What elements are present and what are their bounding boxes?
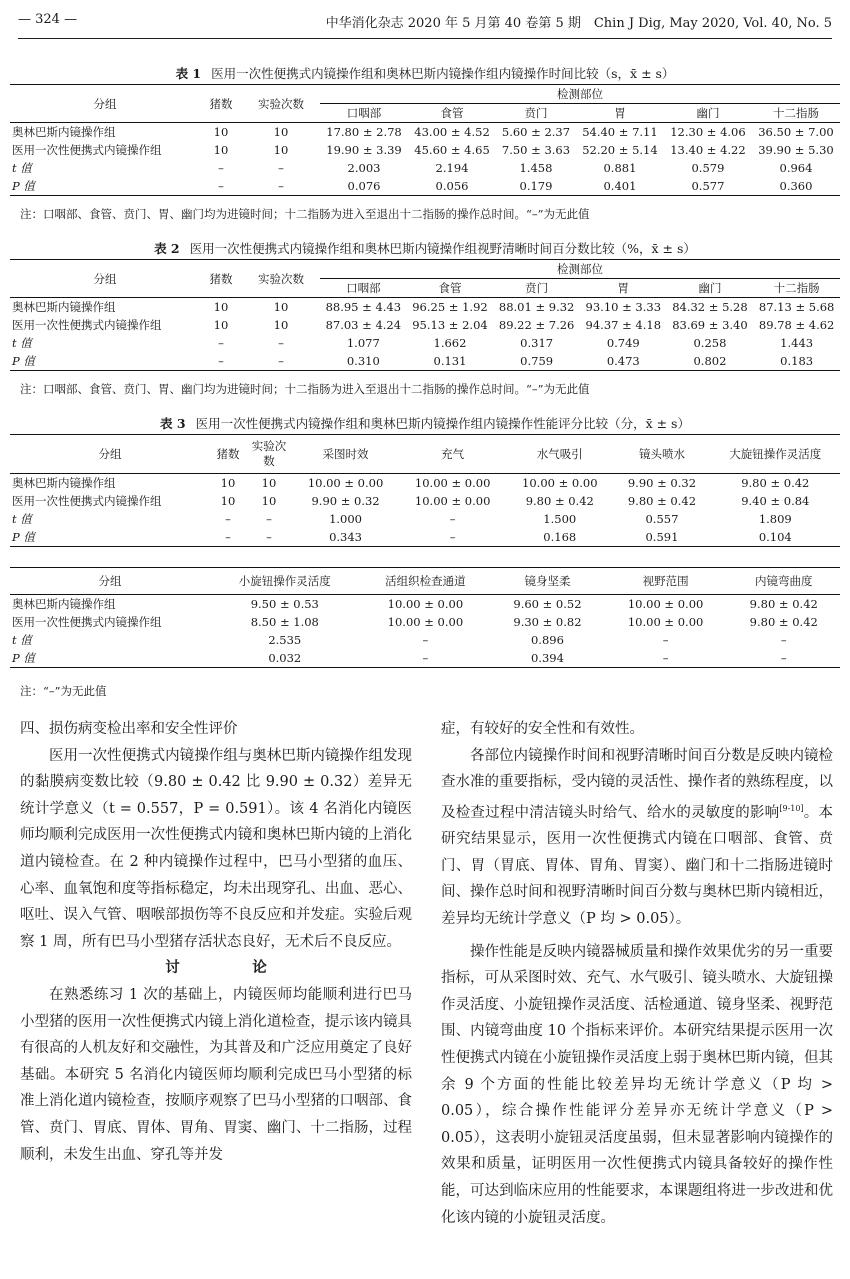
paragraph: 医用一次性便携式内镜操作组与奥林巴斯内镜操作组发现的黏膜病变数比较（9.80 ± 0.42 比 9.90 ± 0.32）差异无统计学意义（t = 0.557，P = 0.591）。该 4 名消化内镜医师均顺利完成医用一次性便携式内镜和奥林巴斯内镜的上消化道内镜检查。在 2 种内镜操作过程中，巴马小型猪的血压、心率、血氧饱和度等指标稳定，均未出现穿孔、出血、恶心、呕吐、误入气管、咽喉部损伤等不良反应和并发症。实验后观察 1 周，所有巴马小型猪存活状态良好，无术后不良反应。 xyxy=(20,747,412,950)
table-cell: 89.78 ± 4.62 xyxy=(758,318,835,332)
table-cell: – xyxy=(246,528,292,547)
table-cell: 食管 xyxy=(440,106,464,120)
table-cell: 2.194 xyxy=(435,161,469,175)
table-row xyxy=(10,141,840,159)
table-cell: 贲门 xyxy=(525,281,549,295)
table-cell: 12.30 ± 4.06 xyxy=(664,123,752,142)
table-cell: t 值 xyxy=(12,161,32,175)
table-cell: 43.00 ± 4.52 xyxy=(408,123,496,142)
table1-caption: 表 1 医用一次性便携式内镜操作组和奥林巴斯内镜操作组内镜操作时间比较（s，x̄ ± s） xyxy=(175,66,675,81)
table-cell: 9.80 ± 0.42 xyxy=(525,494,594,508)
table-row xyxy=(10,492,840,510)
table-cell: t 值 xyxy=(12,336,32,350)
table-cell: 10 xyxy=(242,123,320,142)
table-row xyxy=(10,123,840,142)
left-column xyxy=(20,716,412,1168)
table-cell: 0.183 xyxy=(753,352,840,371)
table-cell: 检测部位 xyxy=(320,85,840,104)
table-cell: 1.000 xyxy=(329,512,363,526)
table-cell: 9.60 ± 0.52 xyxy=(491,595,603,614)
table-cell: 奥林巴斯内镜操作组 xyxy=(10,298,200,317)
table-cell: 1.500 xyxy=(543,512,577,526)
running-header xyxy=(18,12,832,36)
table-cell: – xyxy=(200,352,242,371)
table3-note: 注：“–”为无此值 xyxy=(20,684,107,698)
table-cell: 2.535 xyxy=(268,633,302,647)
table-cell: 镜身坚柔 xyxy=(491,568,603,595)
table-cell: 10 xyxy=(213,143,229,157)
table-cell: 84.32 ± 5.28 xyxy=(667,298,754,317)
table-cell: 幽门 xyxy=(696,106,720,120)
table-cell: 胃 xyxy=(614,106,626,120)
citation: [9-10] xyxy=(779,803,804,813)
table-cell: – xyxy=(780,633,787,647)
table-cell: 1.458 xyxy=(519,161,553,175)
right-column xyxy=(441,716,833,1231)
table-cell: 10.00 ± 0.00 xyxy=(506,474,613,493)
table-cell: 分组 xyxy=(10,435,210,474)
section-heading: 四、损伤病变检出率和安全性评价 xyxy=(20,721,238,737)
table-cell: 93.10 ± 3.33 xyxy=(580,298,667,317)
table-cell: 87.03 ± 4.24 xyxy=(325,318,402,332)
table-cell: t 值 xyxy=(12,633,32,647)
table-cell: 88.01 ± 9.32 xyxy=(493,298,580,317)
table-cell: 采图时效 xyxy=(292,435,399,474)
table-cell: 0.317 xyxy=(520,336,554,350)
table-cell: 贲门 xyxy=(524,106,548,120)
table-cell: 0.802 xyxy=(667,352,754,371)
table-cell: 镜头喷水 xyxy=(613,435,710,474)
table-cell: 0.360 xyxy=(752,177,840,196)
table-cell: 0.179 xyxy=(496,177,576,196)
table-cell: 19.90 ± 3.39 xyxy=(326,143,402,157)
table-cell: 十二指肠 xyxy=(772,106,819,120)
table-cell: 充气 xyxy=(399,435,506,474)
table-cell: 89.22 ± 7.26 xyxy=(498,318,575,332)
table-cell: 医用一次性便携式内镜操作组 xyxy=(12,494,162,508)
paragraph: 症，有较好的安全性和有效性。 xyxy=(441,721,644,737)
table-cell: 0.104 xyxy=(711,528,840,547)
table-cell: 0.056 xyxy=(408,177,496,196)
table-row xyxy=(10,159,840,177)
table-cell: 13.40 ± 4.22 xyxy=(670,143,746,157)
table-cell: P 值 xyxy=(10,528,210,547)
table-cell: 54.40 ± 7.11 xyxy=(576,123,664,142)
table-cell: – xyxy=(399,528,506,547)
page-number: — 324 — xyxy=(18,12,78,27)
table2-note: 注：口咽部、食管、贲门、胃、幽门均为进镜时间；十二指肠为进入至退出十二指肠的操作总时间。“–”为无此值 xyxy=(20,382,590,396)
table-cell: 医用一次性便携式内镜操作组 xyxy=(12,318,162,332)
table-cell: 0.591 xyxy=(613,528,710,547)
table3-part-a xyxy=(10,434,840,547)
table-cell: 9.80 ± 0.42 xyxy=(627,494,697,508)
table-cell: – xyxy=(449,512,456,526)
table-cell: 2.003 xyxy=(347,161,381,175)
table-row xyxy=(10,474,840,493)
table-cell: 0.896 xyxy=(530,633,564,647)
table-cell: 十二指肠 xyxy=(773,281,820,295)
table-cell: 45.60 ± 4.65 xyxy=(414,143,490,157)
table1 xyxy=(10,84,840,196)
table-cell: 0.577 xyxy=(664,177,752,196)
table-cell: – xyxy=(218,336,224,350)
table-cell: 0.258 xyxy=(693,336,727,350)
table3-caption: 表 3 医用一次性便携式内镜操作组和奥林巴斯内镜操作组内镜操作性能评分比较（分，x̄ ± s） xyxy=(160,416,690,431)
table-cell: 奥林巴斯内镜操作组 xyxy=(10,474,210,493)
table1-note: 注：口咽部、食管、贲门、胃、幽门均为进镜时间；十二指肠为进入至退出十二指肠的操作总时间。“–”为无此值 xyxy=(20,207,590,221)
table2 xyxy=(10,259,840,371)
table-row xyxy=(10,595,840,614)
table-cell: – xyxy=(225,512,231,526)
table-cell: – xyxy=(604,649,728,668)
table-cell: 96.25 ± 1.92 xyxy=(407,298,494,317)
table-cell: – xyxy=(266,512,272,526)
table-cell: 7.50 ± 3.63 xyxy=(501,143,571,157)
table-cell: 口咽部 xyxy=(346,106,382,120)
journal-citation: 中华消化杂志 2020 年 5 月第 40 卷第 5 期 Chin J Dig, May 2020, Vol. 40, No. 5 xyxy=(325,16,832,31)
table-cell: 9.90 ± 0.32 xyxy=(311,494,380,508)
table-cell: 实验次数 xyxy=(242,85,320,123)
table-cell: 0.343 xyxy=(292,528,399,547)
table-cell: 奥林巴斯内镜操作组 xyxy=(10,123,200,142)
table-row xyxy=(10,649,840,668)
table-cell: 胃 xyxy=(617,281,630,295)
table-cell: 视野范围 xyxy=(604,568,728,595)
table-cell: 0.032 xyxy=(210,649,360,668)
table-cell: 10 xyxy=(200,123,242,142)
table-cell: 0.964 xyxy=(779,161,813,175)
table3-part-b xyxy=(10,567,840,668)
table-cell: P 值 xyxy=(10,352,200,371)
table-cell: – xyxy=(210,528,246,547)
table-cell: 36.50 ± 7.00 xyxy=(752,123,840,142)
table-row xyxy=(10,177,840,196)
table-cell: 10.00 ± 0.00 xyxy=(627,615,704,629)
table-cell: 9.30 ± 0.82 xyxy=(513,615,582,629)
table-row xyxy=(10,613,840,631)
table-cell: 10 xyxy=(242,298,320,317)
table-cell: 0.394 xyxy=(491,649,603,668)
table-cell: – xyxy=(278,336,284,350)
table2-caption: 表 2 医用一次性便携式内镜操作组和奥林巴斯内镜操作组视野清晰时间百分数比较（%，x̄ ± s） xyxy=(154,241,696,256)
table-cell: 分组 xyxy=(10,85,200,123)
table-cell: 猪数 xyxy=(200,85,242,123)
table-cell: 8.50 ± 1.08 xyxy=(250,615,319,629)
table-row xyxy=(10,631,840,649)
table-cell: 大旋钮操作灵活度 xyxy=(711,435,840,474)
table-cell: 1.077 xyxy=(346,336,380,350)
table-cell: 10.00 ± 0.00 xyxy=(292,474,399,493)
table-cell: 39.90 ± 5.30 xyxy=(758,143,834,157)
table-cell: 水气吸引 xyxy=(506,435,613,474)
table-row xyxy=(10,316,840,334)
table-cell: 分组 xyxy=(10,260,200,298)
table-cell: 10.00 ± 0.00 xyxy=(360,595,492,614)
table-cell: 1.809 xyxy=(758,512,792,526)
table-cell: 9.90 ± 0.32 xyxy=(613,474,710,493)
table-cell: 10 xyxy=(273,143,289,157)
table-cell: – xyxy=(422,633,429,647)
table-cell: 实验次数 xyxy=(242,260,320,298)
discussion-heading: 讨 论 xyxy=(165,959,296,977)
table-cell: 小旋钮操作灵活度 xyxy=(210,568,360,595)
table-cell: 活组织检查通道 xyxy=(360,568,492,595)
table1-header-row xyxy=(10,85,840,104)
table-cell: – xyxy=(242,352,320,371)
table-cell: 0.401 xyxy=(576,177,664,196)
table-cell: 9.40 ± 0.84 xyxy=(741,494,810,508)
table-cell: – xyxy=(242,177,320,196)
paragraph: 各部位内镜操作时间和视野清晰时间百分数是反映内镜检查水准的重要指标，受内镜的灵活性、操作者的熟练程度，以及检查过程中清洁镜头时给气、给水的灵敏度的影响[9-10]。本研究结果显示，医用一次性便携式内镜在口咽部、食管、贲门、胃（胃底、胃体、胃角、胃窦）、幽门和十二指肠进镜时间、操作总时间和视野清晰时间百分数与奥林巴斯内镜相近，差异均无统计学意义（P 均 > 0.05）。 xyxy=(441,747,834,927)
table-cell: 实验次数 xyxy=(246,435,292,474)
table-cell: 1.443 xyxy=(780,336,814,350)
table-cell: 10 xyxy=(220,494,236,508)
table-cell: 0.759 xyxy=(493,352,580,371)
table-row xyxy=(10,334,840,352)
table-cell: 食管 xyxy=(438,281,462,295)
table-cell: 0.557 xyxy=(645,512,679,526)
table-cell: 10 xyxy=(213,318,229,332)
table-cell: 10 xyxy=(261,494,277,508)
table-cell: 内镜弯曲度 xyxy=(728,568,840,595)
table-cell: 0.881 xyxy=(603,161,637,175)
table-cell: P 值 xyxy=(10,649,210,668)
table-cell: 0.473 xyxy=(580,352,667,371)
table-row xyxy=(10,510,840,528)
table-cell: 10 xyxy=(210,474,246,493)
table-cell: 9.50 ± 0.53 xyxy=(210,595,360,614)
table-cell: 幽门 xyxy=(698,281,722,295)
header-rule xyxy=(18,38,832,39)
table-cell: 0.168 xyxy=(506,528,613,547)
table-cell: 10 xyxy=(200,298,242,317)
table-cell: – xyxy=(728,649,840,668)
table-cell: – xyxy=(360,649,492,668)
table-cell: 10.00 ± 0.00 xyxy=(387,615,464,629)
table-cell: t 值 xyxy=(12,512,32,526)
table-cell: 52.20 ± 5.14 xyxy=(582,143,658,157)
table-cell: 5.60 ± 2.37 xyxy=(496,123,576,142)
table-cell: 1.662 xyxy=(433,336,467,350)
table-cell: 88.95 ± 4.43 xyxy=(320,298,407,317)
table-cell: – xyxy=(218,161,224,175)
table-cell: 83.69 ± 3.40 xyxy=(672,318,748,332)
table-cell: 猪数 xyxy=(210,435,246,474)
table-cell: 0.131 xyxy=(407,352,494,371)
table-cell: 奥林巴斯内镜操作组 xyxy=(10,595,210,614)
paragraph: 操作性能是反映内镜器械质量和操作效果优劣的另一重要指标，可从采图时效、充气、水气吸引、镜头喷水、大旋钮操作灵活度、小旋钮操作灵活度、活检通道、镜身坚柔、视野范围、内镜弯曲度 10 个指标来评价。本研究结果提示医用一次性便携式内镜在小旋钮操作灵活度上弱于奥林巴斯内镜，但其余 9 个方面的性能比较差异均无统计学意义（P 均 > 0.05），综合操作性能评分差异亦无统计学意义（P > 0.05），这表明小旋钮灵活度虽弱，但未显著影响内镜操作的效果和质量，证明医用一次性便携式内镜具备较好的操作性能，可达到临床应用的性能要求，本课题组将进一步改进和优化该内镜的小旋钮灵活度。 xyxy=(441,943,833,1226)
table-cell: 9.80 ± 0.42 xyxy=(728,595,840,614)
table-cell: 94.37 ± 4.18 xyxy=(585,318,662,332)
table-row xyxy=(10,352,840,371)
table-cell: – xyxy=(662,633,669,647)
table-cell: 口咽部 xyxy=(346,281,381,295)
table-cell: 医用一次性便携式内镜操作组 xyxy=(12,615,162,629)
table-cell: – xyxy=(200,177,242,196)
table-cell: 0.076 xyxy=(320,177,408,196)
table-cell: 猪数 xyxy=(200,260,242,298)
table-cell: 检测部位 xyxy=(320,260,840,279)
table-cell: P 值 xyxy=(10,177,200,196)
table-cell: 9.80 ± 0.42 xyxy=(711,474,840,493)
table-cell: – xyxy=(278,161,284,175)
table-cell: 0.749 xyxy=(606,336,640,350)
table-row xyxy=(10,528,840,547)
table-cell: 10.00 ± 0.00 xyxy=(399,474,506,493)
table-cell: 87.13 ± 5.68 xyxy=(753,298,840,317)
table-cell: 0.579 xyxy=(691,161,725,175)
table-cell: 17.80 ± 2.78 xyxy=(320,123,408,142)
paragraph: 在熟悉练习 1 次的基础上，内镜医师均能顺利进行巴马小型猪的医用一次性便携式内镜上消化道检查，提示该内镜具有很高的人机友好和交融性，为其普及和广泛应用奠定了良好基础。本研究 5 名消化内镜医师均顺利完成巴马小型猪的标准上消化道内镜检查，按顺序观察了巴马小型猪的口咽部、食管、贲门、胃底、胃体、胃角、胃窦、幽门、十二指肠，过程顺利，未发生出血、穿孔等并发 xyxy=(20,986,412,1163)
table-cell: 10.00 ± 0.00 xyxy=(604,595,728,614)
table-cell: 10 xyxy=(246,474,292,493)
table-cell: 0.310 xyxy=(320,352,407,371)
table-cell: 9.80 ± 0.42 xyxy=(749,615,818,629)
table-cell: 医用一次性便携式内镜操作组 xyxy=(12,143,162,157)
table-cell: 分组 xyxy=(10,568,210,595)
table-cell: 10 xyxy=(273,318,289,332)
table-cell: 95.13 ± 2.04 xyxy=(412,318,488,332)
table-row xyxy=(10,298,840,317)
table-cell: 10.00 ± 0.00 xyxy=(414,494,491,508)
